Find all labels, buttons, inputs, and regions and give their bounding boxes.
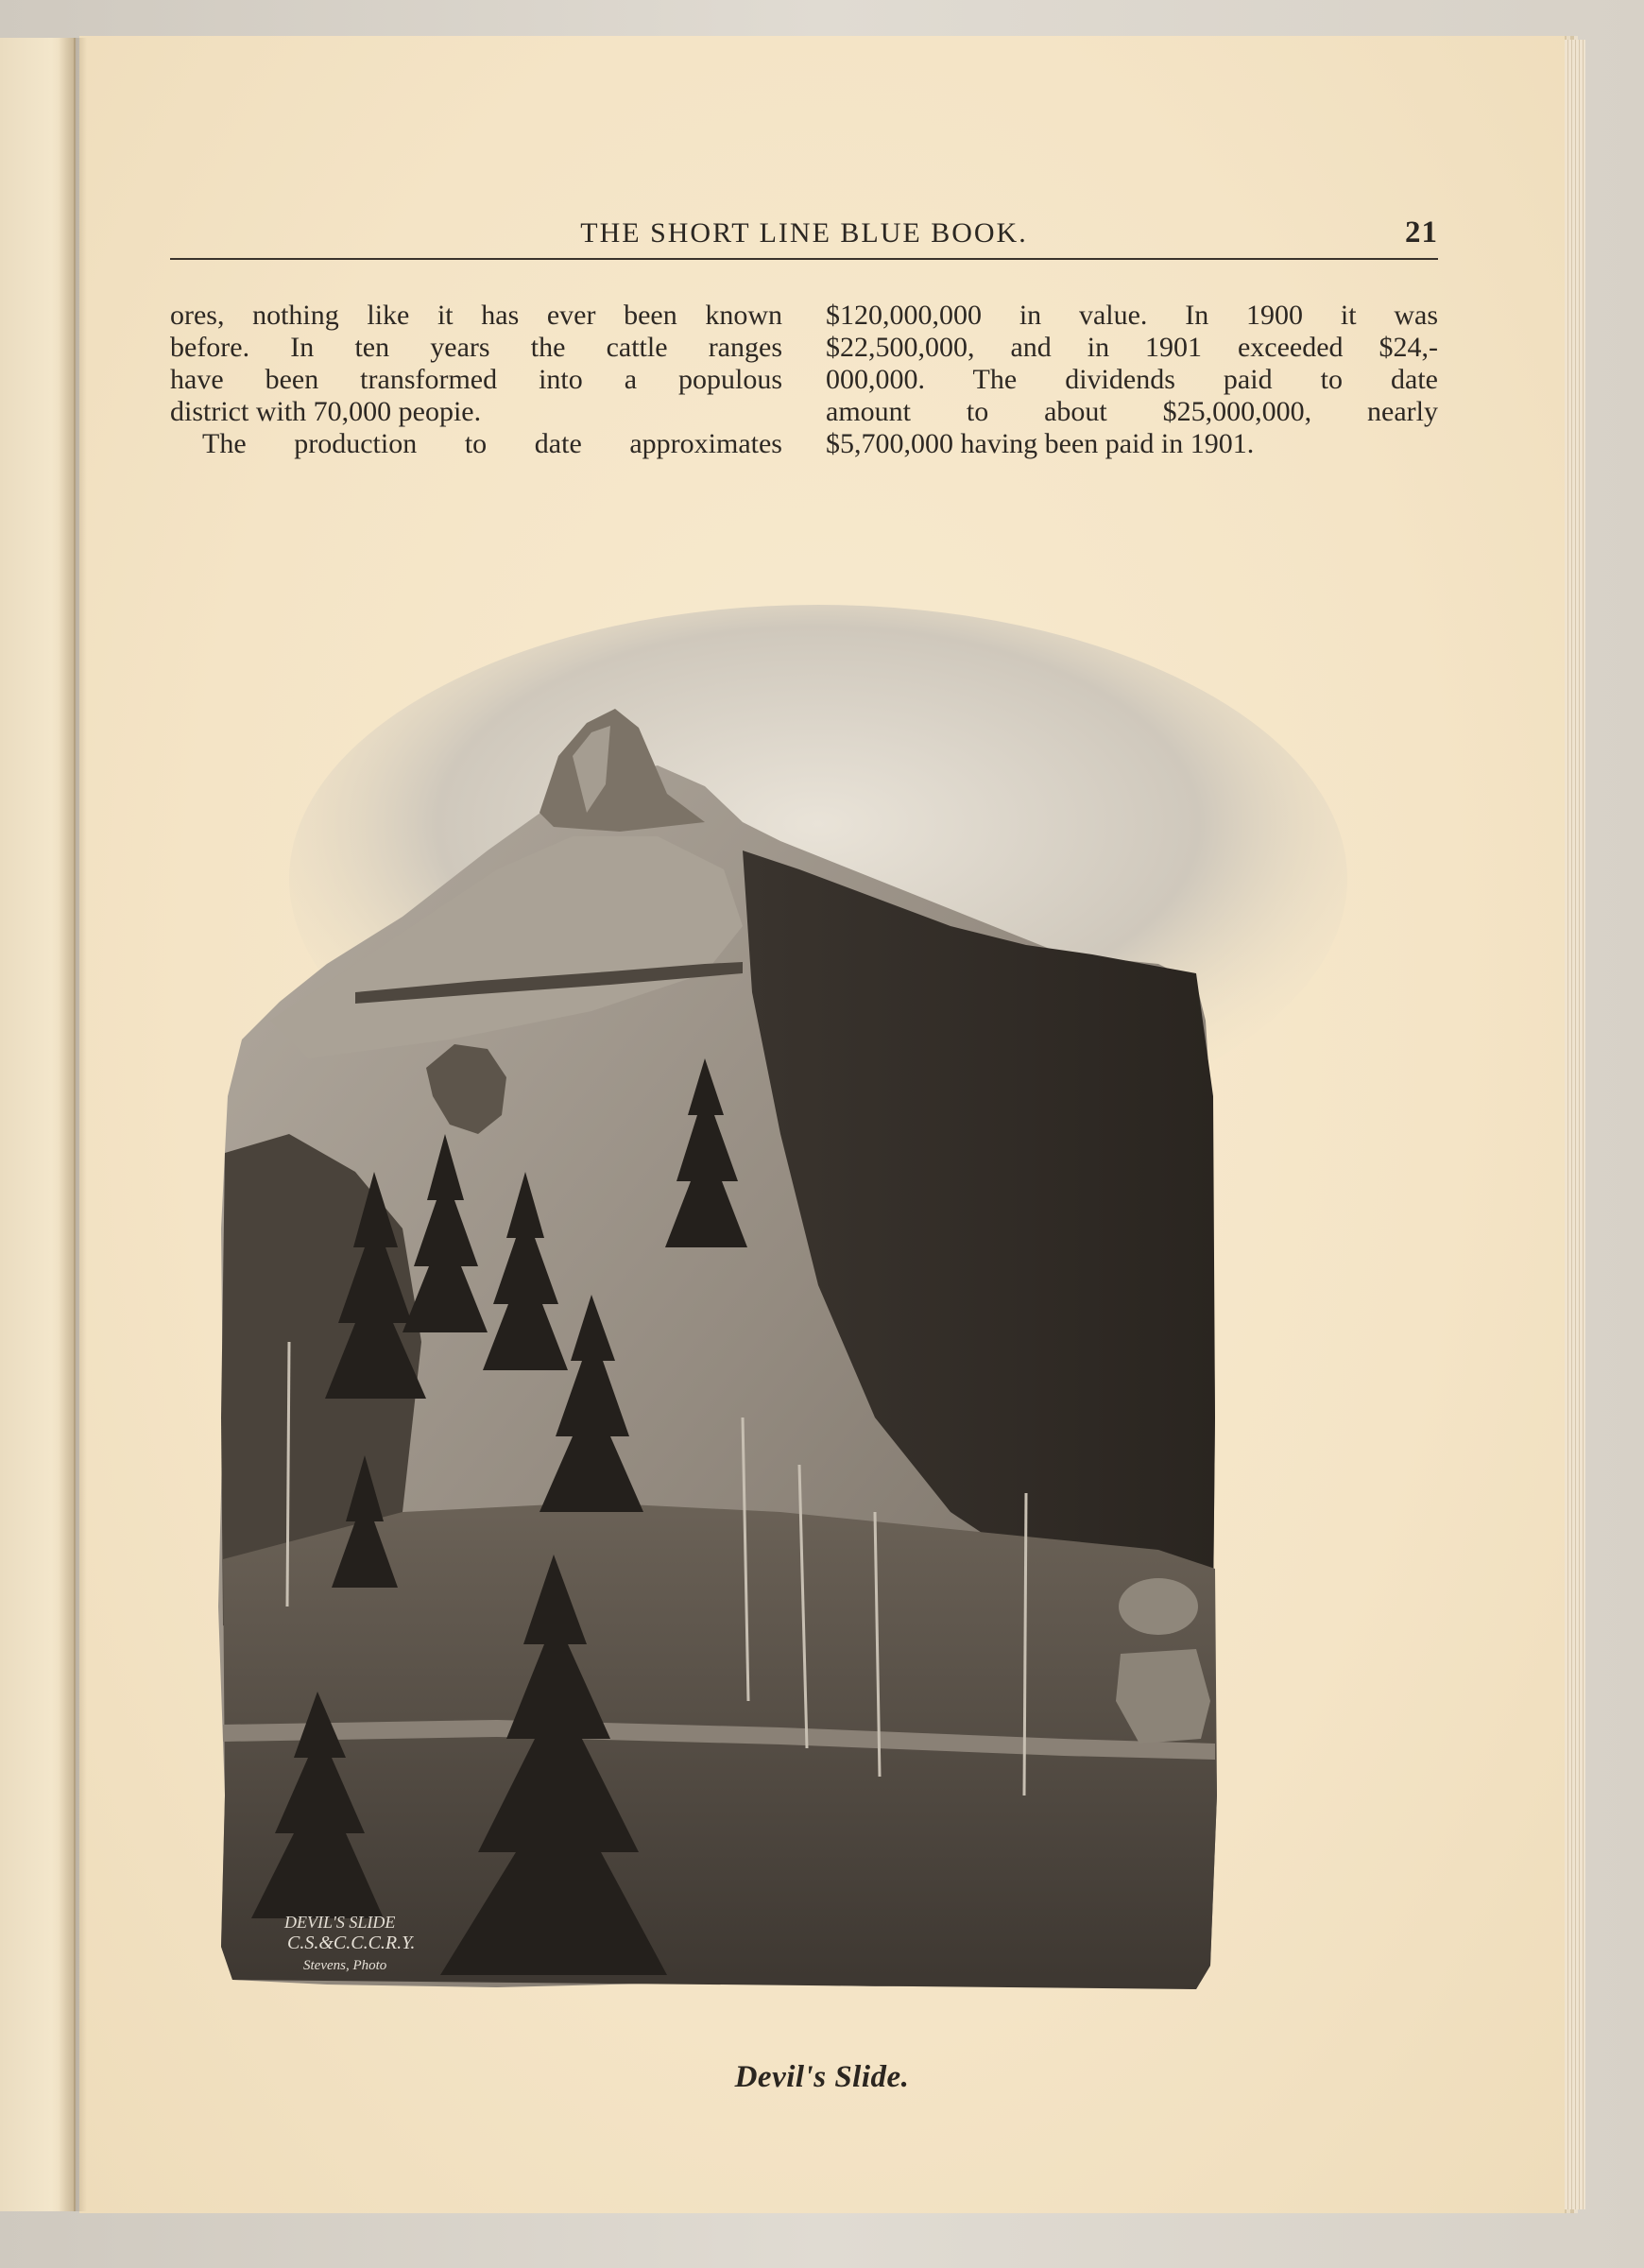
running-title: THE SHORT LINE BLUE BOOK.	[580, 217, 1028, 249]
svg-text:C.S.&C.C.C.R.Y.: C.S.&C.C.C.R.Y.	[287, 1933, 416, 1953]
text-line: ores, nothing like it has ever been known	[170, 300, 782, 331]
text-column-right	[826, 300, 1438, 460]
text-line: 000,000. The dividends paid to date	[826, 364, 1438, 395]
header-rule	[170, 258, 1438, 260]
running-head	[170, 217, 1438, 261]
text-line: amount to about $25,000,000, nearly	[826, 396, 1438, 427]
text-column-left	[170, 300, 782, 460]
text-line: $5,700,000 having been paid in 1901.	[826, 428, 1255, 459]
text-line: district with 70,000 peopie.	[170, 396, 482, 427]
text-line: before. In ten years the cattle ranges	[170, 332, 782, 363]
photograph-devils-slide	[214, 567, 1423, 2032]
text-line: $22,500,000, and in 1901 exceeded $24,-	[826, 332, 1438, 363]
figure-caption: Devil's Slide.	[734, 2060, 910, 2094]
svg-text:Stevens, Photo: Stevens, Photo	[303, 1958, 387, 1973]
boulder	[1119, 1578, 1198, 1635]
svg-text:DEVIL'S SLIDE: DEVIL'S SLIDE	[284, 1913, 396, 1932]
text-line: have been transformed into a populous	[170, 364, 782, 395]
spine-shadow	[59, 38, 87, 2211]
page-number: 21	[1405, 215, 1438, 249]
text-line: $120,000,000 in value. In 1900 it was	[826, 300, 1438, 331]
text-line: The production to date approximates	[202, 428, 782, 459]
page-stack-edge	[1565, 40, 1585, 2209]
